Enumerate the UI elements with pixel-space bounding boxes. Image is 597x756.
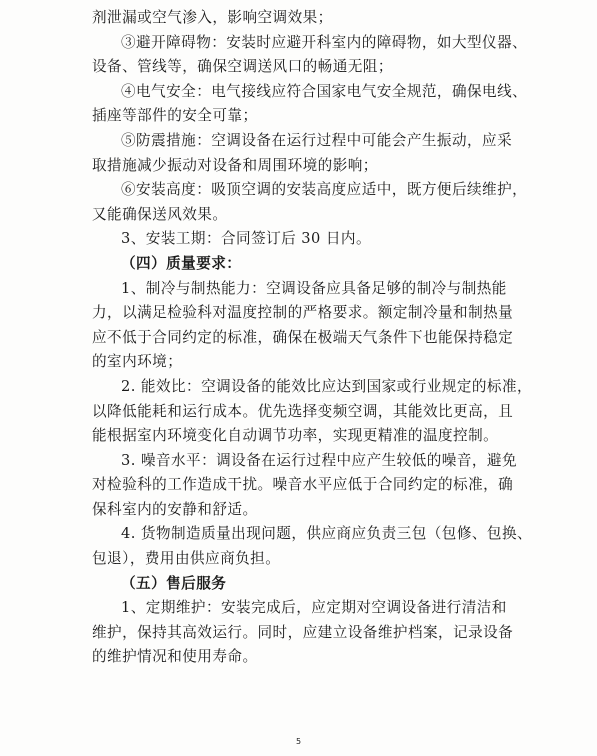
text-line: 能根据室内环境变化自动调节功率，实现更精准的温度控制。 xyxy=(92,427,499,445)
paragraph-install-height xyxy=(92,178,528,227)
text-line: ⑥安装高度：吸顶空调的安装高度应适中，既方便后续维护， xyxy=(121,181,528,199)
paragraph-regular-maintenance xyxy=(92,596,514,670)
text-line: ③避开障碍物：安装时应避开科室内的障碍物，如大型仪器、 xyxy=(121,33,528,51)
text-line: 设备、管线等，确保空调送风口的畅通无阻； xyxy=(92,58,393,76)
text-line: 取措施减少振动对设备和周围环境的影响； xyxy=(92,156,378,174)
text-line: 应不低于合同约定的标准，确保在极端天气条件下也能保持稳定 xyxy=(92,328,514,346)
text-line: 的室内环境； xyxy=(92,353,183,371)
text-line: 剂泄漏或空气渗入，影响空调效果； xyxy=(92,9,333,26)
text-line: ④电气安全：电气接线应符合国家电气安全规范，确保电线、 xyxy=(121,82,528,100)
text-line: ⑤防震措施：空调设备在运行过程中可能会产生振动，应采 xyxy=(121,131,513,149)
paragraph-cooling-heating xyxy=(92,277,514,375)
paragraph-avoid-obstacles xyxy=(92,31,528,80)
text-line: （四）质量要求： xyxy=(121,254,242,272)
section-heading-after-sales xyxy=(92,572,504,597)
text-line: 2. 能效比：空调设备的能效比应达到国家或行业规定的标准， xyxy=(121,377,533,395)
text-line: 以降低能耗和运行成本。优先选择变频空调，其能效比更高，且 xyxy=(92,402,514,420)
text-line: 保科室内的安静和舒适。 xyxy=(92,500,258,518)
text-line: 1、定期维护：安装完成后，应定期对空调设备进行清洁和 xyxy=(121,599,507,617)
text-line: 的维护情况和使用寿命。 xyxy=(92,648,258,666)
text-line: 插座等部件的安全可靠； xyxy=(92,107,258,125)
paragraph-refrigerant xyxy=(92,6,504,31)
section-heading-quality xyxy=(92,252,504,277)
paragraph-noise-level xyxy=(92,449,518,523)
text-line: 1、制冷与制热能力：空调设备应具备足够的制冷与制热能 xyxy=(121,279,507,297)
text-line: （五）售后服务 xyxy=(121,574,227,592)
text-line: 力，以满足检验科对温度控制的严格要求。额定制冷量和制热量 xyxy=(92,304,514,322)
paragraph-manufacturing-quality xyxy=(92,522,533,571)
text-line: 4. 货物制造质量出现问题，供应商应负责三包（包修、包换、 xyxy=(121,525,533,543)
text-line: 包退），费用由供应商负担。 xyxy=(92,550,281,568)
paragraph-install-period xyxy=(92,227,504,252)
page-number: 5 xyxy=(295,737,302,746)
paragraph-anti-vibration xyxy=(92,129,513,178)
text-line: 对检验科的工作造成干扰。噪音水平应低于合同约定的标准，确 xyxy=(92,476,514,494)
paragraph-electrical-safety xyxy=(92,80,528,129)
paragraph-energy-efficiency xyxy=(92,375,533,449)
text-line: 3、安装工期：合同签订后 30 日内。 xyxy=(121,230,371,248)
document-body xyxy=(92,6,533,670)
text-line: 3. 噪音水平：调设备在运行过程中应产生较低的噪音，避免 xyxy=(121,451,518,469)
text-line: 又能确保送风效果。 xyxy=(92,205,228,223)
text-line: 维护，保持其高效运行。同时，应建立设备维护档案，记录设备 xyxy=(92,623,514,641)
